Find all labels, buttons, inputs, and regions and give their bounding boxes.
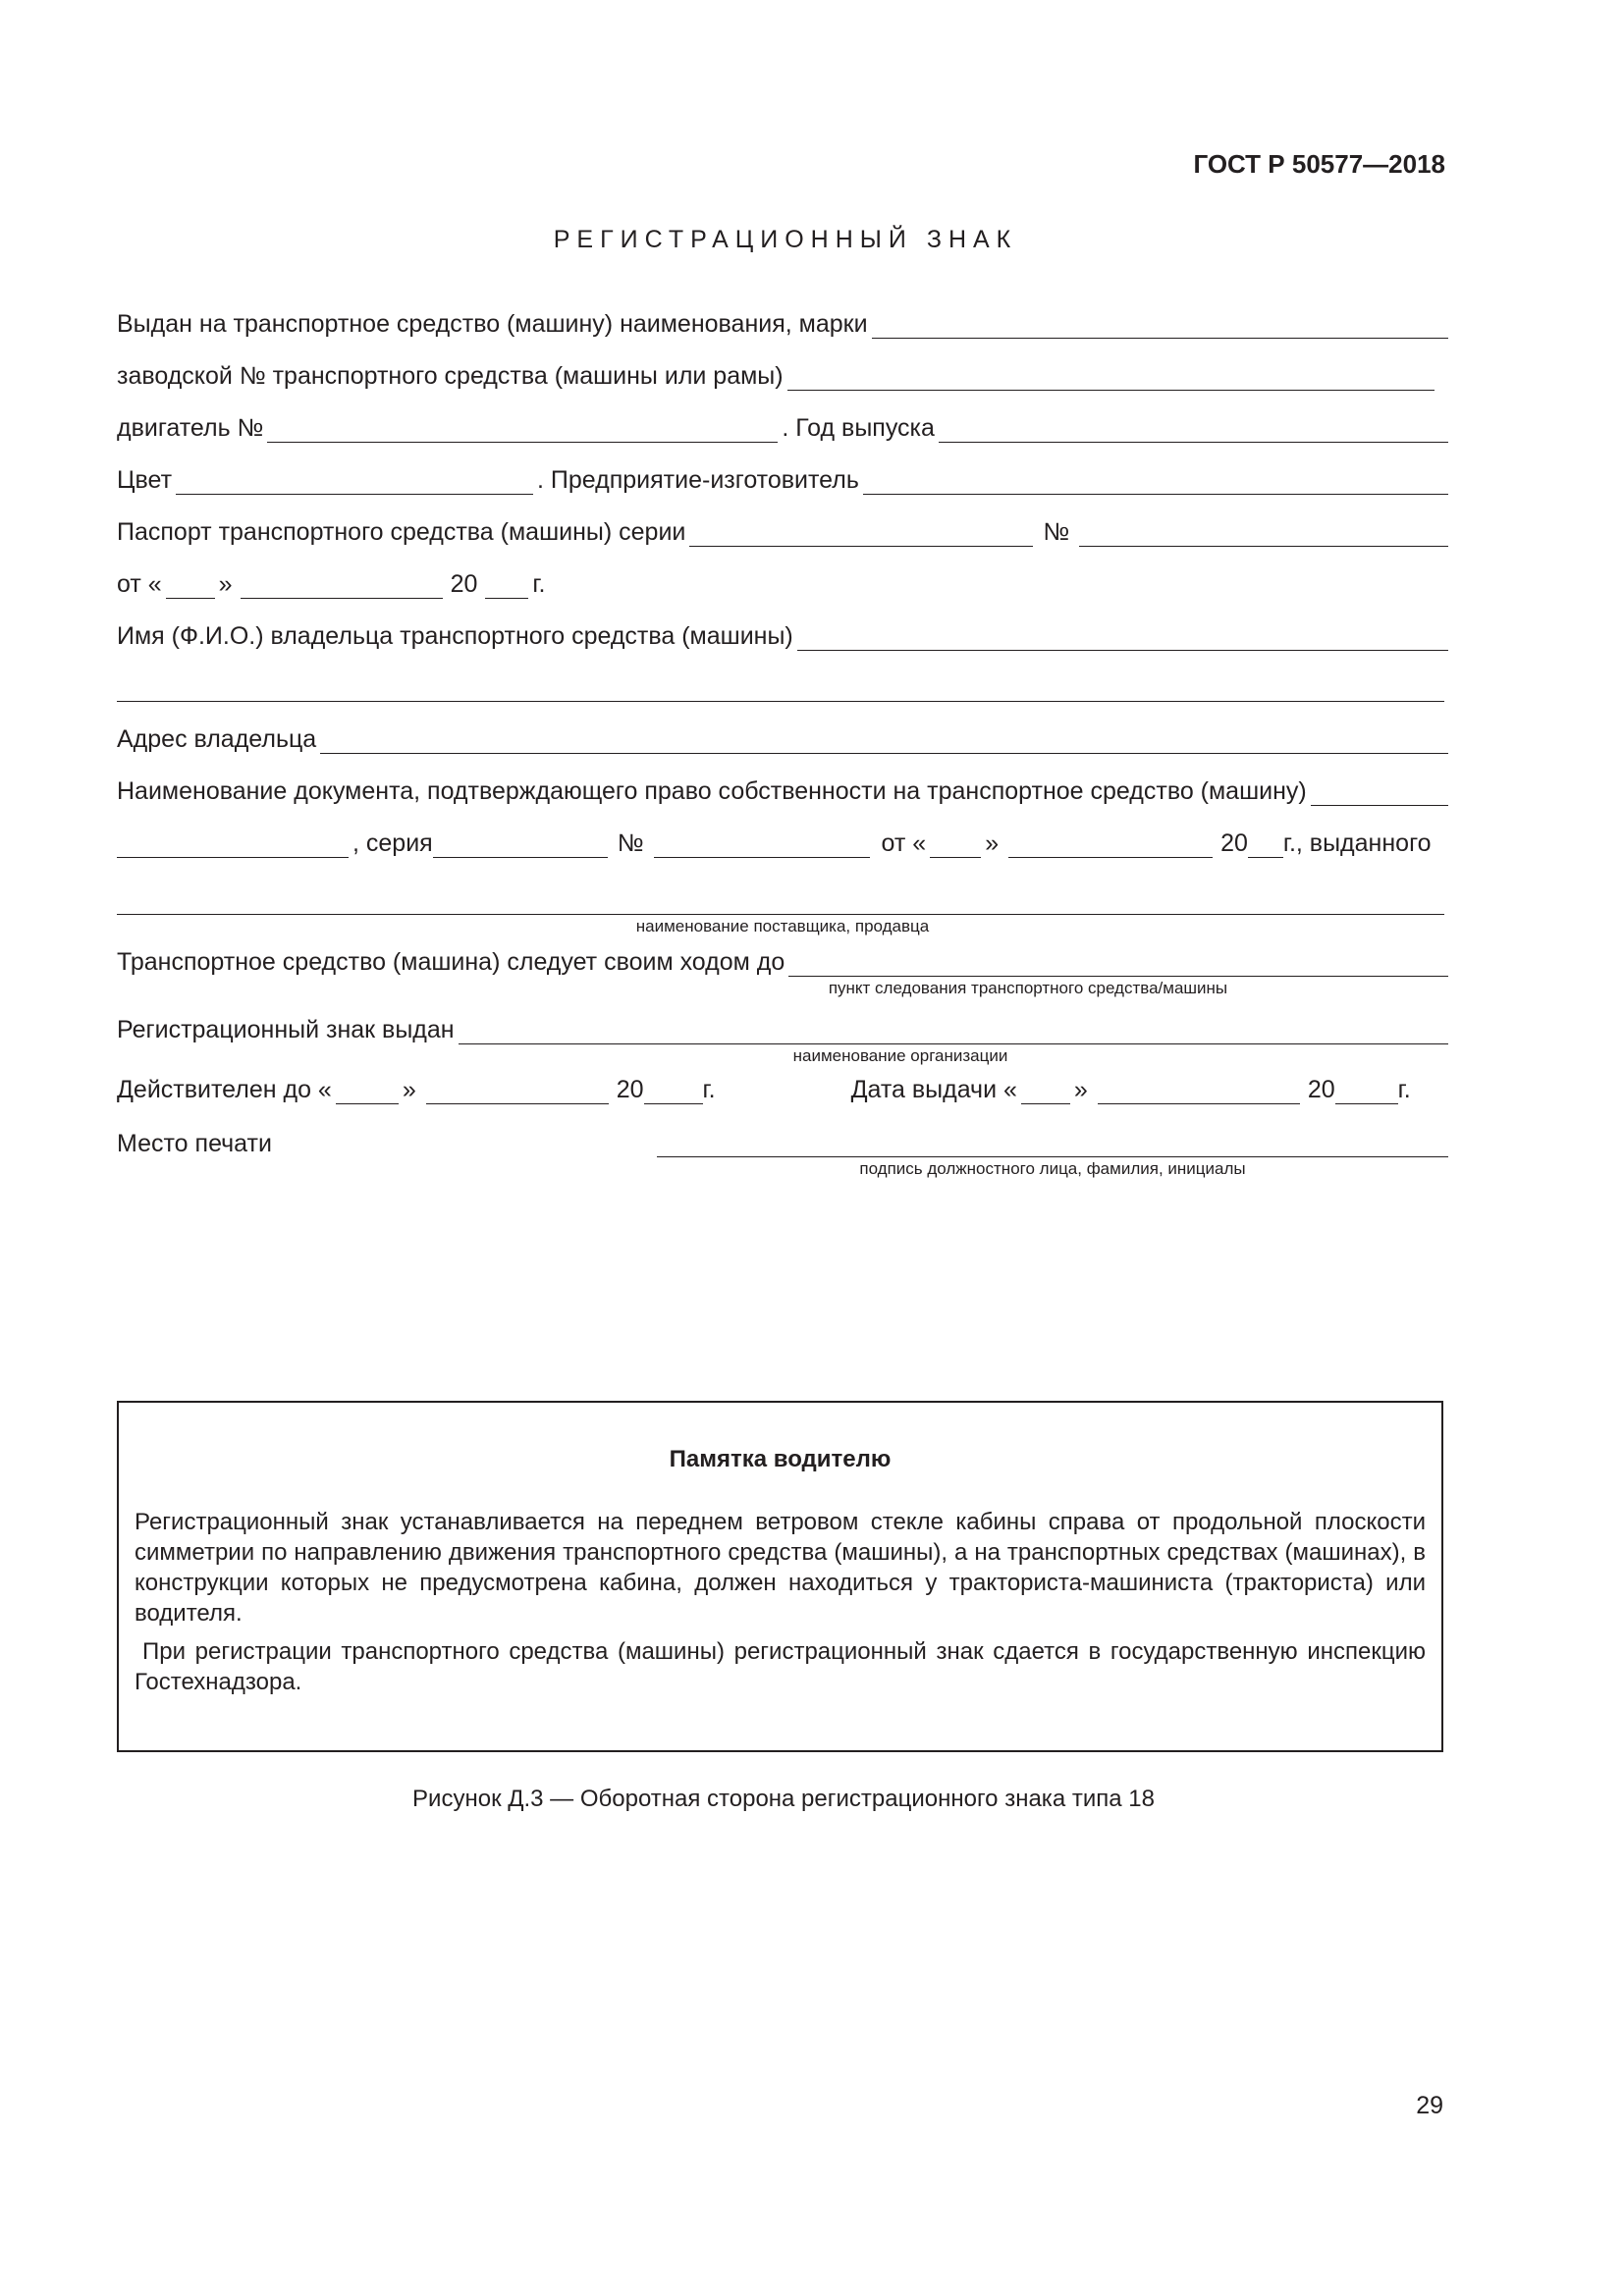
row-ownership-doc xyxy=(117,777,1448,806)
field-ownership-doc[interactable] xyxy=(1311,783,1448,806)
field-doc-name[interactable] xyxy=(117,835,349,858)
signature-block xyxy=(657,1136,1448,1177)
row-passport xyxy=(117,518,1448,547)
memo-paragraph-1: Регистрационный знак устанавливается на переднем ветровом стекле кабины справа от продольной плоскости симметрии по направлению движения транспортного средства (машины), а на транспортных средствах (машинах), в конструкции которых не предусмотрена кабина, должен находиться у тракториста-машиниста (тракториста) или водителя. xyxy=(135,1509,1426,1627)
figure-caption: Рисунок Д.3 — Оборотная сторона регистрационного знака типа 18 xyxy=(412,1786,1155,1812)
label-valid-year-prefix: 20 xyxy=(616,1076,644,1103)
memo-title: Памятка водителю xyxy=(669,1446,892,1472)
row-engine xyxy=(117,414,1448,443)
field-sign-issued[interactable] xyxy=(459,1022,1448,1044)
field-issue-year[interactable] xyxy=(1335,1082,1398,1104)
standard-header: ГОСТ Р 50577—2018 xyxy=(1193,149,1445,179)
field-owner-name[interactable] xyxy=(797,628,1448,651)
label-valid-year-suffix: г. xyxy=(702,1076,716,1103)
field-supplier[interactable] xyxy=(117,892,1444,915)
row-doc-details xyxy=(117,829,1448,858)
row-color xyxy=(117,466,1448,495)
row-owner-name-continued xyxy=(117,674,1448,702)
label-doc-year-prefix: 20 xyxy=(1220,829,1248,857)
field-passport-series[interactable] xyxy=(689,524,1033,547)
label-route: Транспортное средство (машина) следует своим ходом до xyxy=(117,948,785,976)
label-issue-quote-close: » xyxy=(1073,1076,1088,1103)
label-factory-number: заводской № транспортного средства (машины или рамы) xyxy=(117,362,784,390)
field-signature[interactable] xyxy=(657,1135,1448,1157)
field-doc-year[interactable] xyxy=(1248,835,1283,858)
field-owner-name-line-2[interactable] xyxy=(117,679,1444,702)
label-issue-year-suffix: г. xyxy=(1397,1076,1411,1103)
field-year[interactable] xyxy=(939,420,1448,443)
field-route[interactable] xyxy=(788,954,1448,977)
row-factory-number xyxy=(117,362,1448,391)
row-owner-name xyxy=(117,622,1448,651)
label-year: . Год выпуска xyxy=(782,414,935,442)
field-issue-day[interactable] xyxy=(1021,1082,1070,1104)
note-supplier: наименование поставщика, продавца xyxy=(635,917,930,935)
row-supplier xyxy=(117,893,1448,934)
row-passport-date xyxy=(117,570,1448,599)
label-sign-issued: Регистрационный знак выдан xyxy=(117,1016,455,1043)
label-issue-date: Дата выдачи « xyxy=(850,1076,1017,1103)
field-valid-month[interactable] xyxy=(426,1082,609,1104)
note-organization: наименование организации xyxy=(792,1046,1008,1065)
label-issue-year-prefix: 20 xyxy=(1307,1076,1335,1103)
page-title: РЕГИСТРАЦИОННЫЙ ЗНАК xyxy=(553,226,1018,253)
row-stamp-signature xyxy=(117,1130,1448,1189)
field-doc-day[interactable] xyxy=(930,835,981,858)
label-valid-quote-close: » xyxy=(402,1076,416,1103)
label-valid-until: Действителен до « xyxy=(117,1076,332,1103)
label-doc-date-from: от « xyxy=(881,829,927,857)
field-day[interactable] xyxy=(166,576,215,599)
field-color[interactable] xyxy=(176,472,533,495)
label-color: Цвет xyxy=(117,466,173,494)
field-manufacturer[interactable] xyxy=(863,472,1448,495)
label-passport-number: № xyxy=(1043,518,1070,546)
label-doc-quote-close: » xyxy=(985,829,1000,857)
label-owner-address: Адрес владельца xyxy=(117,725,317,753)
label-doc-number: № xyxy=(617,829,644,857)
field-issue-month[interactable] xyxy=(1098,1082,1300,1104)
label-passport: Паспорт транспортного средства (машины) серии xyxy=(117,518,686,546)
field-month[interactable] xyxy=(241,576,443,599)
label-engine-number: двигатель № xyxy=(117,414,264,442)
label-ownership-doc: Наименование документа, подтверждающего право собственности на транспортное средство (машину) xyxy=(117,777,1307,805)
label-series: , серия xyxy=(352,829,433,857)
field-valid-day[interactable] xyxy=(336,1082,399,1104)
field-engine-number[interactable] xyxy=(267,420,778,443)
label-quote-close: » xyxy=(218,570,233,598)
field-doc-series[interactable] xyxy=(433,835,608,858)
row-route xyxy=(117,948,1448,996)
label-issued-by: г., выданного xyxy=(1282,829,1432,857)
label-issued-vehicle: Выдан на транспортное средство (машину) наименования, марки xyxy=(117,310,868,338)
label-manufacturer: . Предприятие-изготовитель xyxy=(537,466,859,494)
field-valid-year[interactable] xyxy=(644,1082,703,1104)
label-year-prefix: 20 xyxy=(450,570,478,598)
field-doc-month[interactable] xyxy=(1008,835,1213,858)
field-owner-address[interactable] xyxy=(320,731,1448,754)
registration-form xyxy=(117,310,1448,1189)
label-year-suffix: г. xyxy=(532,570,546,598)
field-passport-number[interactable] xyxy=(1079,524,1448,547)
field-vehicle-brand[interactable] xyxy=(872,316,1448,339)
label-owner-name: Имя (Ф.И.О.) владельца транспортного средства (машины) xyxy=(117,622,793,650)
field-doc-number[interactable] xyxy=(654,835,870,858)
driver-memo-box xyxy=(117,1401,1443,1752)
row-sign-issued xyxy=(117,1016,1448,1064)
memo-paragraph-2: При регистрации транспортного средства (машины) регистрационный знак сдается в государственную инспекцию Гостехнадзора. xyxy=(135,1638,1426,1695)
field-year-suffix[interactable] xyxy=(485,576,528,599)
label-date-from: от « xyxy=(117,570,162,598)
row-owner-address xyxy=(117,725,1448,754)
page-number: 29 xyxy=(1416,2092,1443,2119)
row-dates xyxy=(117,1076,1448,1104)
note-signature: подпись должностного лица, фамилия, инициалы xyxy=(859,1159,1246,1178)
label-stamp-place: Место печати xyxy=(117,1130,272,1157)
note-route: пункт следования транспортного средства/машины xyxy=(828,979,1228,997)
field-factory-number[interactable] xyxy=(787,368,1435,391)
row-vehicle xyxy=(117,310,1448,339)
